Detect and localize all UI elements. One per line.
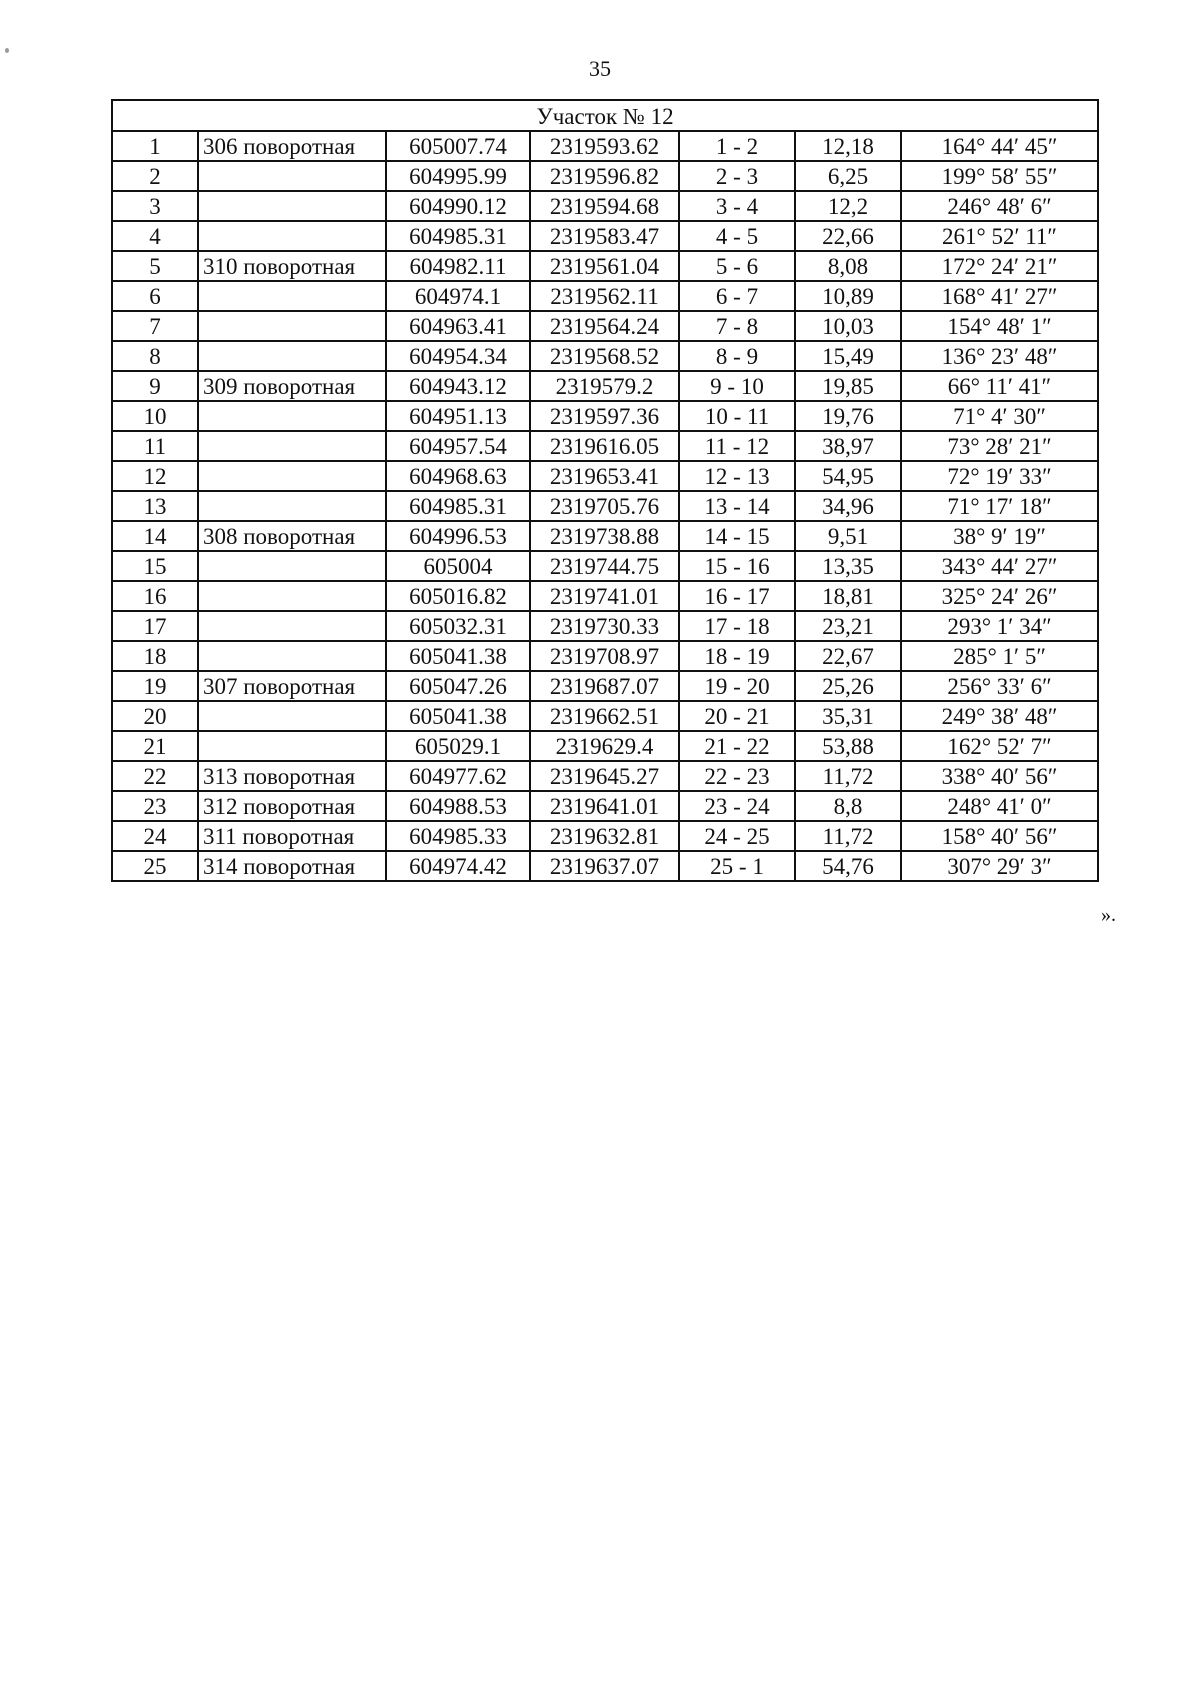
x-coordinate-cell: 604954.34 bbox=[386, 341, 530, 371]
point-number-cell: 20 bbox=[112, 701, 198, 731]
point-type-cell bbox=[198, 401, 386, 431]
table-row bbox=[112, 641, 1098, 671]
segment-cell: 24 - 25 bbox=[679, 821, 795, 851]
segment-cell: 8 - 9 bbox=[679, 341, 795, 371]
y-coordinate-cell: 2319579.2 bbox=[530, 371, 679, 401]
length-cell: 15,49 bbox=[795, 341, 901, 371]
point-number-cell: 9 bbox=[112, 371, 198, 401]
segment-cell: 16 - 17 bbox=[679, 581, 795, 611]
point-number-cell: 8 bbox=[112, 341, 198, 371]
table-row bbox=[112, 281, 1098, 311]
x-coordinate-cell: 604985.31 bbox=[386, 491, 530, 521]
y-coordinate-cell: 2319593.62 bbox=[530, 131, 679, 161]
x-coordinate-cell: 605016.82 bbox=[386, 581, 530, 611]
point-number-cell: 17 bbox=[112, 611, 198, 641]
y-coordinate-cell: 2319632.81 bbox=[530, 821, 679, 851]
segment-cell: 12 - 13 bbox=[679, 461, 795, 491]
table-row bbox=[112, 551, 1098, 581]
point-type-cell bbox=[198, 221, 386, 251]
segment-cell: 1 - 2 bbox=[679, 131, 795, 161]
direction-angle-cell: 246° 48′ 6″ bbox=[901, 191, 1098, 221]
segment-cell: 13 - 14 bbox=[679, 491, 795, 521]
table-row bbox=[112, 821, 1098, 851]
length-cell: 11,72 bbox=[795, 821, 901, 851]
length-cell: 54,76 bbox=[795, 851, 901, 881]
point-type-cell: 311 поворотная bbox=[198, 821, 386, 851]
point-type-cell bbox=[198, 341, 386, 371]
y-coordinate-cell: 2319708.97 bbox=[530, 641, 679, 671]
segment-cell: 7 - 8 bbox=[679, 311, 795, 341]
point-number-cell: 13 bbox=[112, 491, 198, 521]
y-coordinate-cell: 2319561.04 bbox=[530, 251, 679, 281]
length-cell: 22,67 bbox=[795, 641, 901, 671]
segment-cell: 15 - 16 bbox=[679, 551, 795, 581]
point-number-cell: 14 bbox=[112, 521, 198, 551]
table-row bbox=[112, 851, 1098, 881]
x-coordinate-cell: 605041.38 bbox=[386, 701, 530, 731]
length-cell: 12,2 bbox=[795, 191, 901, 221]
table-row bbox=[112, 581, 1098, 611]
point-number-cell: 5 bbox=[112, 251, 198, 281]
table-row bbox=[112, 251, 1098, 281]
table-row bbox=[112, 431, 1098, 461]
x-coordinate-cell: 604951.13 bbox=[386, 401, 530, 431]
point-type-cell: 307 поворотная bbox=[198, 671, 386, 701]
length-cell: 6,25 bbox=[795, 161, 901, 191]
point-number-cell: 16 bbox=[112, 581, 198, 611]
point-number-cell: 21 bbox=[112, 731, 198, 761]
x-coordinate-cell: 604985.33 bbox=[386, 821, 530, 851]
point-type-cell bbox=[198, 191, 386, 221]
table-row bbox=[112, 611, 1098, 641]
point-type-cell bbox=[198, 461, 386, 491]
direction-angle-cell: 248° 41′ 0″ bbox=[901, 791, 1098, 821]
y-coordinate-cell: 2319645.27 bbox=[530, 761, 679, 791]
scan-speck bbox=[5, 48, 9, 53]
coordinates-table bbox=[111, 99, 1099, 882]
y-coordinate-cell: 2319662.51 bbox=[530, 701, 679, 731]
x-coordinate-cell: 604996.53 bbox=[386, 521, 530, 551]
point-number-cell: 23 bbox=[112, 791, 198, 821]
table-row bbox=[112, 341, 1098, 371]
x-coordinate-cell: 604974.1 bbox=[386, 281, 530, 311]
segment-cell: 10 - 11 bbox=[679, 401, 795, 431]
y-coordinate-cell: 2319562.11 bbox=[530, 281, 679, 311]
point-type-cell bbox=[198, 431, 386, 461]
length-cell: 23,21 bbox=[795, 611, 901, 641]
direction-angle-cell: 154° 48′ 1″ bbox=[901, 311, 1098, 341]
y-coordinate-cell: 2319637.07 bbox=[530, 851, 679, 881]
point-type-cell bbox=[198, 611, 386, 641]
x-coordinate-cell: 604963.41 bbox=[386, 311, 530, 341]
x-coordinate-cell: 604990.12 bbox=[386, 191, 530, 221]
y-coordinate-cell: 2319641.01 bbox=[530, 791, 679, 821]
table-row bbox=[112, 371, 1098, 401]
x-coordinate-cell: 604977.62 bbox=[386, 761, 530, 791]
length-cell: 9,51 bbox=[795, 521, 901, 551]
x-coordinate-cell: 605041.38 bbox=[386, 641, 530, 671]
point-number-cell: 3 bbox=[112, 191, 198, 221]
y-coordinate-cell: 2319687.07 bbox=[530, 671, 679, 701]
y-coordinate-cell: 2319568.52 bbox=[530, 341, 679, 371]
point-number-cell: 12 bbox=[112, 461, 198, 491]
direction-angle-cell: 168° 41′ 27″ bbox=[901, 281, 1098, 311]
length-cell: 38,97 bbox=[795, 431, 901, 461]
point-type-cell: 314 поворотная bbox=[198, 851, 386, 881]
table-row bbox=[112, 521, 1098, 551]
x-coordinate-cell: 605029.1 bbox=[386, 731, 530, 761]
table-row bbox=[112, 671, 1098, 701]
length-cell: 12,18 bbox=[795, 131, 901, 161]
point-type-cell bbox=[198, 551, 386, 581]
direction-angle-cell: 325° 24′ 26″ bbox=[901, 581, 1098, 611]
length-cell: 35,31 bbox=[795, 701, 901, 731]
y-coordinate-cell: 2319597.36 bbox=[530, 401, 679, 431]
point-number-cell: 1 bbox=[112, 131, 198, 161]
point-number-cell: 6 bbox=[112, 281, 198, 311]
table-row bbox=[112, 791, 1098, 821]
table-row bbox=[112, 761, 1098, 791]
closing-quote: ». bbox=[1101, 904, 1116, 926]
direction-angle-cell: 66° 11′ 41″ bbox=[901, 371, 1098, 401]
x-coordinate-cell: 605032.31 bbox=[386, 611, 530, 641]
x-coordinate-cell: 604957.54 bbox=[386, 431, 530, 461]
segment-cell: 14 - 15 bbox=[679, 521, 795, 551]
segment-cell: 18 - 19 bbox=[679, 641, 795, 671]
point-number-cell: 11 bbox=[112, 431, 198, 461]
length-cell: 19,76 bbox=[795, 401, 901, 431]
y-coordinate-cell: 2319705.76 bbox=[530, 491, 679, 521]
direction-angle-cell: 136° 23′ 48″ bbox=[901, 341, 1098, 371]
direction-angle-cell: 38° 9′ 19″ bbox=[901, 521, 1098, 551]
y-coordinate-cell: 2319564.24 bbox=[530, 311, 679, 341]
direction-angle-cell: 293° 1′ 34″ bbox=[901, 611, 1098, 641]
direction-angle-cell: 71° 4′ 30″ bbox=[901, 401, 1098, 431]
segment-cell: 6 - 7 bbox=[679, 281, 795, 311]
length-cell: 53,88 bbox=[795, 731, 901, 761]
section-title: Участок № 12 bbox=[112, 100, 1098, 131]
point-type-cell bbox=[198, 491, 386, 521]
point-number-cell: 22 bbox=[112, 761, 198, 791]
point-number-cell: 7 bbox=[112, 311, 198, 341]
direction-angle-cell: 72° 19′ 33″ bbox=[901, 461, 1098, 491]
table-row bbox=[112, 221, 1098, 251]
segment-cell: 17 - 18 bbox=[679, 611, 795, 641]
y-coordinate-cell: 2319596.82 bbox=[530, 161, 679, 191]
coordinates-table-body bbox=[112, 100, 1098, 881]
segment-cell: 20 - 21 bbox=[679, 701, 795, 731]
x-coordinate-cell: 604974.42 bbox=[386, 851, 530, 881]
length-cell: 25,26 bbox=[795, 671, 901, 701]
length-cell: 8,08 bbox=[795, 251, 901, 281]
x-coordinate-cell: 604968.63 bbox=[386, 461, 530, 491]
y-coordinate-cell: 2319744.75 bbox=[530, 551, 679, 581]
point-number-cell: 15 bbox=[112, 551, 198, 581]
direction-angle-cell: 164° 44′ 45″ bbox=[901, 131, 1098, 161]
segment-cell: 19 - 20 bbox=[679, 671, 795, 701]
x-coordinate-cell: 605004 bbox=[386, 551, 530, 581]
table-row bbox=[112, 701, 1098, 731]
point-number-cell: 25 bbox=[112, 851, 198, 881]
table-row bbox=[112, 401, 1098, 431]
length-cell: 11,72 bbox=[795, 761, 901, 791]
direction-angle-cell: 172° 24′ 21″ bbox=[901, 251, 1098, 281]
point-type-cell: 308 поворотная bbox=[198, 521, 386, 551]
point-number-cell: 24 bbox=[112, 821, 198, 851]
point-type-cell bbox=[198, 281, 386, 311]
y-coordinate-cell: 2319738.88 bbox=[530, 521, 679, 551]
segment-cell: 4 - 5 bbox=[679, 221, 795, 251]
point-type-cell bbox=[198, 701, 386, 731]
point-type-cell: 309 поворотная bbox=[198, 371, 386, 401]
point-number-cell: 2 bbox=[112, 161, 198, 191]
point-type-cell: 306 поворотная bbox=[198, 131, 386, 161]
direction-angle-cell: 199° 58′ 55″ bbox=[901, 161, 1098, 191]
segment-cell: 5 - 6 bbox=[679, 251, 795, 281]
segment-cell: 25 - 1 bbox=[679, 851, 795, 881]
direction-angle-cell: 158° 40′ 56″ bbox=[901, 821, 1098, 851]
point-type-cell bbox=[198, 731, 386, 761]
direction-angle-cell: 249° 38′ 48″ bbox=[901, 701, 1098, 731]
segment-cell: 9 - 10 bbox=[679, 371, 795, 401]
direction-angle-cell: 343° 44′ 27″ bbox=[901, 551, 1098, 581]
table-row bbox=[112, 461, 1098, 491]
y-coordinate-cell: 2319741.01 bbox=[530, 581, 679, 611]
segment-cell: 11 - 12 bbox=[679, 431, 795, 461]
x-coordinate-cell: 605047.26 bbox=[386, 671, 530, 701]
point-number-cell: 4 bbox=[112, 221, 198, 251]
point-type-cell: 312 поворотная bbox=[198, 791, 386, 821]
segment-cell: 22 - 23 bbox=[679, 761, 795, 791]
direction-angle-cell: 285° 1′ 5″ bbox=[901, 641, 1098, 671]
page-number: 35 bbox=[589, 56, 611, 81]
length-cell: 10,89 bbox=[795, 281, 901, 311]
table-row bbox=[112, 731, 1098, 761]
direction-angle-cell: 307° 29′ 3″ bbox=[901, 851, 1098, 881]
length-cell: 10,03 bbox=[795, 311, 901, 341]
length-cell: 13,35 bbox=[795, 551, 901, 581]
table-row bbox=[112, 311, 1098, 341]
y-coordinate-cell: 2319653.41 bbox=[530, 461, 679, 491]
point-number-cell: 19 bbox=[112, 671, 198, 701]
table-row bbox=[112, 161, 1098, 191]
length-cell: 22,66 bbox=[795, 221, 901, 251]
direction-angle-cell: 261° 52′ 11″ bbox=[901, 221, 1098, 251]
x-coordinate-cell: 604995.99 bbox=[386, 161, 530, 191]
point-type-cell: 313 поворотная bbox=[198, 761, 386, 791]
direction-angle-cell: 71° 17′ 18″ bbox=[901, 491, 1098, 521]
point-type-cell bbox=[198, 161, 386, 191]
y-coordinate-cell: 2319730.33 bbox=[530, 611, 679, 641]
direction-angle-cell: 162° 52′ 7″ bbox=[901, 731, 1098, 761]
segment-cell: 21 - 22 bbox=[679, 731, 795, 761]
length-cell: 18,81 bbox=[795, 581, 901, 611]
length-cell: 8,8 bbox=[795, 791, 901, 821]
table-row bbox=[112, 131, 1098, 161]
y-coordinate-cell: 2319583.47 bbox=[530, 221, 679, 251]
point-type-cell bbox=[198, 581, 386, 611]
x-coordinate-cell: 604985.31 bbox=[386, 221, 530, 251]
length-cell: 34,96 bbox=[795, 491, 901, 521]
table-row bbox=[112, 191, 1098, 221]
y-coordinate-cell: 2319629.4 bbox=[530, 731, 679, 761]
segment-cell: 23 - 24 bbox=[679, 791, 795, 821]
length-cell: 19,85 bbox=[795, 371, 901, 401]
point-type-cell: 310 поворотная bbox=[198, 251, 386, 281]
y-coordinate-cell: 2319594.68 bbox=[530, 191, 679, 221]
segment-cell: 2 - 3 bbox=[679, 161, 795, 191]
direction-angle-cell: 338° 40′ 56″ bbox=[901, 761, 1098, 791]
section-title-row bbox=[112, 100, 1098, 131]
point-type-cell bbox=[198, 641, 386, 671]
direction-angle-cell: 73° 28′ 21″ bbox=[901, 431, 1098, 461]
y-coordinate-cell: 2319616.05 bbox=[530, 431, 679, 461]
point-type-cell bbox=[198, 311, 386, 341]
x-coordinate-cell: 604988.53 bbox=[386, 791, 530, 821]
x-coordinate-cell: 605007.74 bbox=[386, 131, 530, 161]
segment-cell: 3 - 4 bbox=[679, 191, 795, 221]
direction-angle-cell: 256° 33′ 6″ bbox=[901, 671, 1098, 701]
x-coordinate-cell: 604943.12 bbox=[386, 371, 530, 401]
point-number-cell: 18 bbox=[112, 641, 198, 671]
table-row bbox=[112, 491, 1098, 521]
point-number-cell: 10 bbox=[112, 401, 198, 431]
length-cell: 54,95 bbox=[795, 461, 901, 491]
x-coordinate-cell: 604982.11 bbox=[386, 251, 530, 281]
